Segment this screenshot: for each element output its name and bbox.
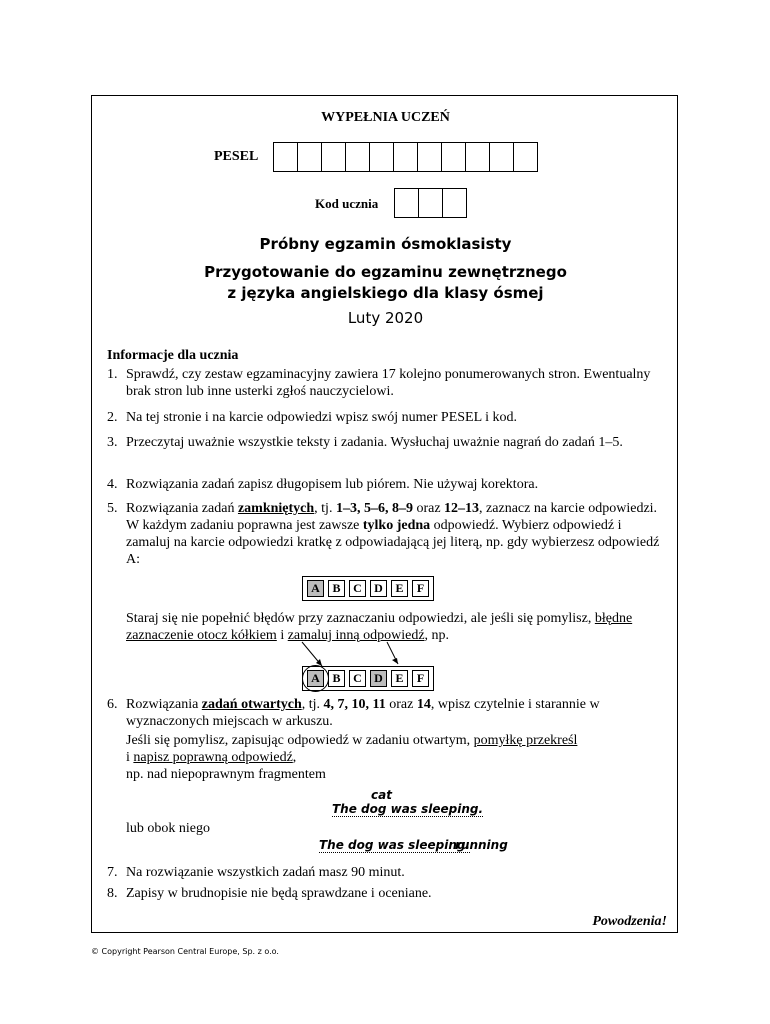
item-number: 2. xyxy=(107,410,118,425)
item-text-correction: Jeśli się pomylisz, zapisując odpowiedź w zadaniu otwartym, pomyłkę przekreśl xyxy=(126,733,578,748)
pesel-digit-box[interactable] xyxy=(465,142,490,172)
exam-date: Luty 2020 xyxy=(347,309,424,327)
item-number: 5. xyxy=(107,501,118,516)
answer-box-a: A xyxy=(307,670,324,687)
copyright-footer: © Copyright Pearson Central Europe, Sp. z o.o. xyxy=(91,947,279,956)
answer-box-d: D xyxy=(370,580,387,597)
pesel-boxes[interactable] xyxy=(274,142,538,172)
item-number: 4. xyxy=(107,477,118,492)
pesel-digit-box[interactable] xyxy=(321,142,346,172)
item-text: Na rozwiązanie wszystkich zadań masz 90 minut. xyxy=(126,865,405,880)
item-text: Zapisy w brudnopisie nie będą sprawdzane i oceniane. xyxy=(126,886,432,901)
info-item-7 xyxy=(107,864,667,881)
subtitle-line-1: Przygotowanie do egzaminu zewnętrznego xyxy=(204,263,567,281)
kod-digit-box[interactable] xyxy=(394,188,419,218)
item-text: Przeczytaj uważnie wszystkie teksty i zadania. Wysłuchaj uważnie nagrań do zadań 1–5. xyxy=(126,435,623,450)
answer-box-f: F xyxy=(412,580,429,597)
answer-box-c: C xyxy=(349,580,366,597)
answer-row xyxy=(302,576,434,601)
answer-box-b: B xyxy=(328,670,345,687)
info-item-8 xyxy=(107,885,667,902)
correction-above: cat xyxy=(371,788,392,802)
info-item-4 xyxy=(107,476,667,493)
answer-box-f: F xyxy=(412,670,429,687)
circle-mark-icon xyxy=(302,665,329,692)
answer-box-d: D xyxy=(370,670,387,687)
info-item-3 xyxy=(107,434,667,451)
kod-digit-box[interactable] xyxy=(442,188,467,218)
answer-box-e: E xyxy=(391,670,408,687)
info-item-5 xyxy=(107,500,667,568)
pesel-digit-box[interactable] xyxy=(513,142,538,172)
item-text: Staraj się nie popełnić błędów przy zaznaczaniu odpowiedzi, ale jeśli się pomylisz, błędne zaznaczenie otocz kółkiem i zamaluj inną odpowiedź, np. xyxy=(126,611,633,643)
fill-label: WYPEŁNIA UCZEŃ xyxy=(321,110,450,125)
item-number: 6. xyxy=(107,697,118,712)
answer-box-c: C xyxy=(349,670,366,687)
answer-box-e: E xyxy=(391,580,408,597)
example-sentence-2: The dog was sleeping. xyxy=(319,838,471,852)
answer-example-1 xyxy=(302,576,434,601)
answer-box-b: B xyxy=(328,580,345,597)
example-side-intro: lub obok niego xyxy=(126,821,210,836)
item-text: Sprawdź, czy zestaw egzaminacyjny zawiera 17 kolejno ponumerowanych stron. Ewentualny brak stron lub inne usterki zgłoś nauczycielowi. xyxy=(126,367,651,399)
kod-digit-box[interactable] xyxy=(418,188,443,218)
correction-side: running xyxy=(455,838,508,852)
example-sentence-1: The dog was sleeping. xyxy=(332,802,484,816)
answer-example-2 xyxy=(302,666,434,691)
pesel-digit-box[interactable] xyxy=(297,142,322,172)
exam-subtitle xyxy=(92,262,679,304)
item-text-correction-2: i napisz poprawną odpowiedź, xyxy=(126,750,297,765)
item-number: 7. xyxy=(107,865,118,880)
kod-boxes[interactable] xyxy=(395,188,467,218)
item-number: 1. xyxy=(107,367,118,382)
kod-label: Kod ucznia xyxy=(315,196,379,211)
pesel-digit-box[interactable] xyxy=(345,142,370,172)
answer-row xyxy=(302,666,434,691)
pesel-label: PESEL xyxy=(214,149,259,164)
exam-title: Próbny egzamin ósmoklasisty xyxy=(259,235,512,253)
item-text: Na tej stronie i na karcie odpowiedzi wpisz swój numer PESEL i kod. xyxy=(126,410,518,425)
answer-box-a: A xyxy=(307,580,324,597)
info-item-1 xyxy=(107,366,667,400)
item-text: Rozwiązania zadań zapisz długopisem lub piórem. Nie używaj korektora. xyxy=(126,477,539,492)
pesel-digit-box[interactable] xyxy=(417,142,442,172)
item-text: Rozwiązania zadań zamkniętych, tj. 1–3, 5–6, 8–9 oraz 12–13, zaznacz na karcie odpowiedzi. W każdym zadaniu poprawna jest zawsze tylko jedna odpowiedź. Wybierz odpowiedź i zamaluj na karcie odpowiedzi kratkę z odpowiadającą jej literą, np. gdy wybierzesz odpowiedź A: xyxy=(126,501,660,567)
item-text: Rozwiązania zadań otwartych, tj. 4, 7, 10, 11 oraz 14, wpisz czytelnie i starannie w wyznaczonych miejscach w arkuszu. xyxy=(126,697,600,729)
pesel-digit-box[interactable] xyxy=(489,142,514,172)
pesel-digit-box[interactable] xyxy=(273,142,298,172)
pesel-digit-box[interactable] xyxy=(369,142,394,172)
pesel-digit-box[interactable] xyxy=(441,142,466,172)
info-heading: Informacje dla ucznia xyxy=(107,348,239,363)
item-number: 8. xyxy=(107,886,118,901)
item-number: 3. xyxy=(107,435,118,450)
exam-cover-frame xyxy=(91,95,678,933)
info-item-2 xyxy=(107,409,667,426)
item-text-example-intro: np. nad niepoprawnym fragmentem xyxy=(126,767,326,782)
good-luck-text: Powodzenia! xyxy=(592,914,667,929)
pesel-digit-box[interactable] xyxy=(393,142,418,172)
info-item-6 xyxy=(107,696,667,783)
subtitle-line-2: z języka angielskiego dla klasy ósmej xyxy=(227,284,544,302)
